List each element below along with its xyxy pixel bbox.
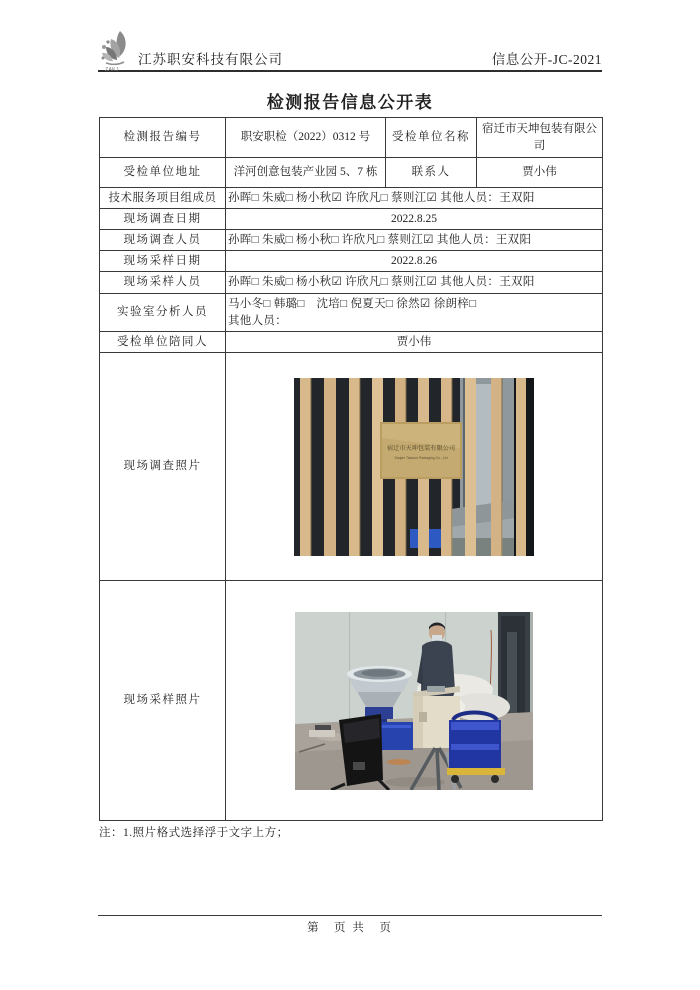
survey-photo	[294, 378, 534, 556]
project-team-members: 孙晖□ 朱威□ 杨小秋☑ 许欣凡□ 蔡则江☑ 其他人员：王双阳	[226, 188, 603, 209]
svg-text:ZAKJ: ZAKJ	[105, 67, 119, 73]
document-code: 信息公开-JC-2021	[491, 52, 602, 67]
company-brand	[98, 29, 283, 73]
survey-photo-cell	[226, 353, 603, 581]
sampling-photo-label: 现场采样照片	[100, 581, 226, 821]
table-row	[100, 353, 603, 581]
survey-staff-members: 孙晖□ 朱威□ 杨小秋□ 许欣凡□ 蔡则江☑ 其他人员：王双阳	[226, 230, 603, 251]
table-row	[100, 209, 603, 230]
survey-date-label: 现场调查日期	[100, 209, 226, 230]
project-team-label: 技术服务项目组成员	[100, 188, 226, 209]
company-plaque	[380, 422, 462, 479]
sampling-staff-label: 现场采样人员	[100, 272, 226, 294]
sampling-photo	[295, 612, 533, 790]
disclosure-form-table	[99, 117, 603, 821]
escort-value: 贾小伟	[226, 332, 603, 353]
escort-label: 受检单位陪同人	[100, 332, 226, 353]
contact-label: 联系人	[386, 158, 477, 188]
footnote: 注：1.照片格式选择浮于文字上方；	[99, 827, 289, 839]
unit-name-label: 受检单位名称	[386, 118, 477, 158]
survey-photo-label: 现场调查照片	[100, 353, 226, 581]
table-row	[100, 118, 603, 158]
report-no-label: 检测报告编号	[100, 118, 226, 158]
report-no-value: 职安职检（2022）0312 号	[226, 118, 386, 158]
lab-analysts-line1: 马小冬□ 韩璐□ 沈培□ 倪夏天□ 徐然☑ 徐朗梓□	[228, 297, 477, 310]
unit-address-value: 洋河创意包装产业园 5、7 栋	[226, 158, 386, 188]
footer-divider	[98, 915, 602, 916]
plaque-company-name-en: Suqian Tiankun Packaging Co., Ltd	[394, 455, 448, 460]
sampling-date-label: 现场采样日期	[100, 251, 226, 272]
lab-analysts-label: 实验室分析人员	[100, 294, 226, 332]
unit-name-value: 宿迁市天坤包装有限公司	[477, 118, 603, 158]
sampling-staff-members: 孙晖□ 朱威□ 杨小秋☑ 许欣凡□ 蔡则江☑ 其他人员：王双阳	[226, 272, 603, 294]
contact-value: 贾小伟	[477, 158, 603, 188]
table-row	[100, 332, 603, 353]
company-logo-icon	[98, 29, 138, 73]
unit-address-label: 受检单位地址	[100, 158, 226, 188]
sampling-date-value: 2022.8.26	[226, 251, 603, 272]
survey-staff-label: 现场调查人员	[100, 230, 226, 251]
table-row	[100, 251, 603, 272]
lab-analysts-line2: 其他人员：	[228, 314, 287, 327]
table-row	[100, 581, 603, 821]
table-row	[100, 294, 603, 332]
page-header	[98, 26, 602, 72]
table-row	[100, 188, 603, 209]
page-title: 检测报告信息公开表	[266, 93, 434, 112]
table-row	[100, 272, 603, 294]
lab-analysts-members	[226, 294, 603, 332]
table-row	[100, 230, 603, 251]
blue-crates-dolly	[447, 712, 505, 783]
table-row	[100, 158, 603, 188]
sampling-photo-cell	[226, 581, 603, 821]
page-number-text: 第 页 共 页	[307, 922, 393, 934]
plaque-company-name: 宿迁市天坤包装有限公司	[386, 444, 456, 452]
company-name: 江苏职安科技有限公司	[138, 52, 283, 67]
survey-date-value: 2022.8.25	[226, 209, 603, 230]
